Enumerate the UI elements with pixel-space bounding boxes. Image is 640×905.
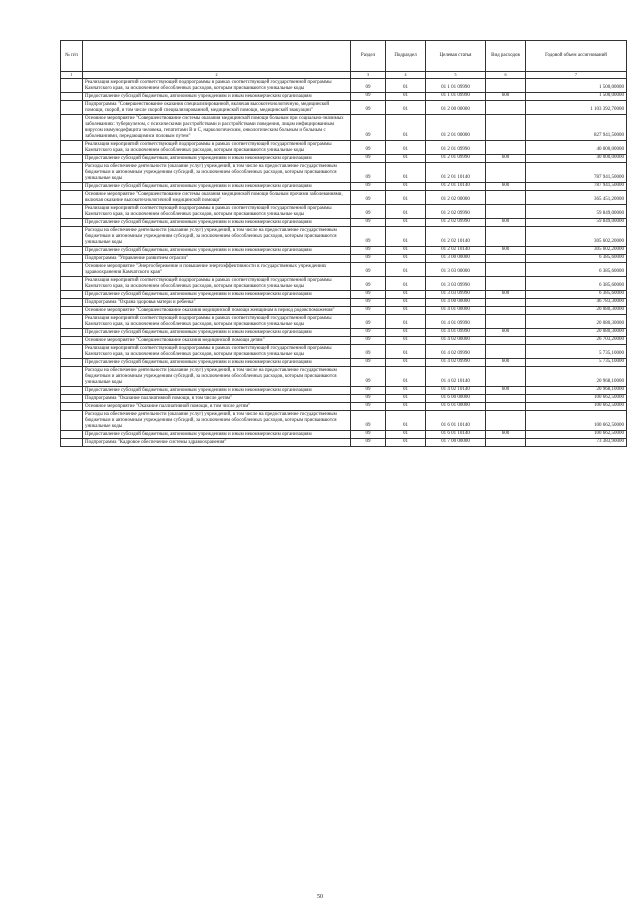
expense-type-cell — [486, 101, 526, 115]
amount-cell: 6 385,60000 — [526, 277, 627, 291]
razdel-cell: 09 — [351, 395, 386, 403]
row-number-cell — [61, 141, 83, 155]
amount-cell: 20 968,10000 — [526, 387, 627, 395]
row-number-cell — [61, 403, 83, 411]
razdel-cell: 09 — [351, 345, 386, 359]
razdel-cell: 09 — [351, 163, 386, 183]
row-number-cell — [61, 183, 83, 191]
row-number-cell — [61, 307, 83, 315]
razdel-cell: 09 — [351, 307, 386, 315]
table-row — [61, 163, 627, 183]
target-article-cell: 01 7 00 00000 — [426, 439, 486, 447]
row-number-cell — [61, 299, 83, 307]
razdel-cell: 09 — [351, 403, 386, 411]
amount-cell: 73 383,90000 — [526, 439, 627, 447]
expense-type-cell — [486, 315, 526, 329]
column-number: 7 — [526, 72, 627, 79]
row-name-cell: Предоставление субсидий бюджетным, автономным учреждениям и иным некоммерческим организациям — [83, 247, 351, 255]
row-name-cell: Предоставление субсидий бюджетным, автономным учреждениям и иным некоммерческим организациям — [83, 387, 351, 395]
expense-type-cell: 600 — [486, 329, 526, 337]
podrazdel-cell: 01 — [386, 411, 426, 431]
table-row — [61, 227, 627, 247]
expense-type-cell — [486, 255, 526, 263]
podrazdel-cell: 01 — [386, 367, 426, 387]
target-article-cell: 01 4 01 09990 — [426, 315, 486, 329]
row-name-cell: Расходы на обеспечение деятельности (оказание услуг) учреждений, в том числе на предоставление государственным бюджетным и автономным учреждениям субсидий, за исключением обособленных расходов, которым присваиваются уникальные коды — [83, 411, 351, 431]
table-row — [61, 183, 627, 191]
target-article-cell: 01 1 01 09990 — [426, 79, 486, 93]
expense-type-cell: 600 — [486, 359, 526, 367]
amount-cell: 1 500,00000 — [526, 79, 627, 93]
table-row — [61, 93, 627, 101]
podrazdel-cell: 01 — [386, 345, 426, 359]
table-row — [61, 277, 627, 291]
podrazdel-cell: 01 — [386, 395, 426, 403]
amount-cell: 1 103 392,70000 — [526, 101, 627, 115]
table-row — [61, 395, 627, 403]
razdel-cell: 09 — [351, 155, 386, 163]
row-name-cell: Подпрограмма "Кадровое обеспечение системы здравоохранения" — [83, 439, 351, 447]
expense-type-cell — [486, 299, 526, 307]
row-name-cell: Реализация мероприятий соответствующей подпрограммы в рамках соответствующей государственной программы Камчатского края, за исключением обособленных расходов, которым присваиваются уникальные коды — [83, 205, 351, 219]
podrazdel-cell: 01 — [386, 359, 426, 367]
podrazdel-cell: 01 — [386, 263, 426, 277]
expense-type-cell — [486, 191, 526, 205]
header-razdel: Раздел — [351, 41, 386, 72]
amount-cell: 26 703,20000 — [526, 337, 627, 345]
podrazdel-cell: 01 — [386, 255, 426, 263]
table-row — [61, 403, 627, 411]
expense-type-cell: 600 — [486, 387, 526, 395]
row-number-cell — [61, 439, 83, 447]
podrazdel-cell: 01 — [386, 79, 426, 93]
table-row — [61, 263, 627, 277]
expense-type-cell — [486, 79, 526, 93]
target-article-cell: 01 6 01 10140 — [426, 411, 486, 431]
expense-type-cell — [486, 205, 526, 219]
row-number-cell — [61, 115, 83, 141]
expense-type-cell: 600 — [486, 219, 526, 227]
razdel-cell: 09 — [351, 247, 386, 255]
target-article-cell: 01 2 02 10140 — [426, 247, 486, 255]
podrazdel-cell: 01 — [386, 141, 426, 155]
header-target-article: Целевая статья — [426, 41, 486, 72]
podrazdel-cell: 01 — [386, 315, 426, 329]
podrazdel-cell: 01 — [386, 191, 426, 205]
podrazdel-cell: 01 — [386, 115, 426, 141]
podrazdel-cell: 01 — [386, 163, 426, 183]
podrazdel-cell: 01 — [386, 277, 426, 291]
column-number: 3 — [351, 72, 386, 79]
row-name-cell: Предоставление субсидий бюджетным, автономным учреждениям и иным некоммерческим организациям — [83, 329, 351, 337]
razdel-cell: 09 — [351, 255, 386, 263]
podrazdel-cell: 01 — [386, 205, 426, 219]
target-article-cell: 01 2 02 00000 — [426, 191, 486, 205]
expense-type-cell — [486, 411, 526, 431]
row-number-cell — [61, 247, 83, 255]
target-article-cell: 01 4 02 10140 — [426, 367, 486, 387]
podrazdel-cell: 01 — [386, 93, 426, 101]
table-row — [61, 439, 627, 447]
razdel-cell: 09 — [351, 431, 386, 439]
table-row — [61, 101, 627, 115]
amount-cell: 59 849,00000 — [526, 205, 627, 219]
target-article-cell: 01 3 00 00000 — [426, 255, 486, 263]
razdel-cell: 09 — [351, 79, 386, 93]
row-number-cell — [61, 101, 83, 115]
row-name-cell: Предоставление субсидий бюджетным, автономным учреждениям и иным некоммерческим организациям — [83, 93, 351, 101]
razdel-cell: 09 — [351, 329, 386, 337]
razdel-cell: 09 — [351, 315, 386, 329]
table-row — [61, 329, 627, 337]
row-number-cell — [61, 277, 83, 291]
amount-cell: 40 000,00000 — [526, 141, 627, 155]
row-name-cell: Подпрограмма "Оказание паллиативной помощи, в том числе детям" — [83, 395, 351, 403]
header-podrazdel: Подраздел — [386, 41, 426, 72]
column-number-row — [61, 72, 627, 79]
column-number: 4 — [386, 72, 426, 79]
podrazdel-cell: 01 — [386, 291, 426, 299]
row-name-cell: Расходы на обеспечение деятельности (оказание услуг) учреждений, в том числе на предоставление государственным бюджетным и автономным учреждениям субсидий, за исключением обособленных расходов, которым присваиваются уникальные коды — [83, 163, 351, 183]
budget-table — [60, 40, 627, 447]
expense-type-cell — [486, 115, 526, 141]
amount-cell: 787 941,50000 — [526, 163, 627, 183]
row-number-cell — [61, 79, 83, 93]
row-number-cell — [61, 155, 83, 163]
expense-type-cell: 600 — [486, 291, 526, 299]
row-name-cell: Основное мероприятие "Энергосбережение и повышение энергоэффективности в государственных учреждениях здравоохранения Камчатского края" — [83, 263, 351, 277]
razdel-cell: 09 — [351, 227, 386, 247]
row-name-cell: Предоставление субсидий бюджетным, автономным учреждениям и иным некоммерческим организациям — [83, 291, 351, 299]
podrazdel-cell: 01 — [386, 329, 426, 337]
table-row — [61, 247, 627, 255]
row-number-cell — [61, 219, 83, 227]
header-expense-type: Вид расходов — [486, 41, 526, 72]
amount-cell: 46 783,30000 — [526, 299, 627, 307]
expense-type-cell — [486, 163, 526, 183]
podrazdel-cell: 01 — [386, 403, 426, 411]
table-row — [61, 359, 627, 367]
amount-cell: 40 000,00000 — [526, 155, 627, 163]
target-article-cell: 01 6 01 10140 — [426, 431, 486, 439]
target-article-cell: 01 3 03 09990 — [426, 277, 486, 291]
expense-type-cell — [486, 337, 526, 345]
amount-cell: 100 662,50000 — [526, 431, 627, 439]
razdel-cell: 09 — [351, 141, 386, 155]
row-number-cell — [61, 227, 83, 247]
amount-cell: 20 080,30000 — [526, 315, 627, 329]
podrazdel-cell: 01 — [386, 155, 426, 163]
column-number: 6 — [486, 72, 526, 79]
target-article-cell: 01 2 02 09990 — [426, 205, 486, 219]
row-number-cell — [61, 431, 83, 439]
row-name-cell: Основное мероприятие "Совершенствование оказания медицинской помощи женщинам в период родовспоможения" — [83, 307, 351, 315]
razdel-cell: 09 — [351, 205, 386, 219]
table-row — [61, 255, 627, 263]
row-number-cell — [61, 345, 83, 359]
table-row — [61, 307, 627, 315]
row-number-cell — [61, 411, 83, 431]
row-name-cell: Реализация мероприятий соответствующей подпрограммы в рамках соответствующей государственной программы Камчатского края, за исключением обособленных расходов, которым присваиваются уникальные коды — [83, 141, 351, 155]
razdel-cell: 09 — [351, 263, 386, 277]
expense-type-cell — [486, 345, 526, 359]
razdel-cell: 09 — [351, 101, 386, 115]
row-name-cell: Подпрограмма "Управление развитием отрасли" — [83, 255, 351, 263]
amount-cell: 20 968,10000 — [526, 367, 627, 387]
budget-table-sheet — [60, 40, 626, 447]
page-number: 50 — [317, 894, 323, 900]
row-number-cell — [61, 191, 83, 205]
table-row — [61, 79, 627, 93]
row-number-cell — [61, 291, 83, 299]
amount-cell: 59 849,00000 — [526, 219, 627, 227]
table-body — [61, 79, 627, 447]
target-article-cell: 01 2 01 00000 — [426, 115, 486, 141]
row-number-cell — [61, 315, 83, 329]
table-row — [61, 155, 627, 163]
amount-cell: 6 385,60000 — [526, 263, 627, 277]
target-article-cell: 01 2 02 10140 — [426, 227, 486, 247]
amount-cell: 365 451,20000 — [526, 191, 627, 205]
razdel-cell: 09 — [351, 387, 386, 395]
header-name — [83, 41, 351, 72]
table-row — [61, 315, 627, 329]
podrazdel-cell: 01 — [386, 247, 426, 255]
razdel-cell: 09 — [351, 299, 386, 307]
razdel-cell: 09 — [351, 411, 386, 431]
column-number: 5 — [426, 72, 486, 79]
expense-type-cell: 600 — [486, 247, 526, 255]
row-name-cell: Основное мероприятие "Совершенствование системы оказания медицинской помощи больным при социально-значимых заболеваниях: туберкулезом, с психическими расстройствами и расстройствами поведения, лицам инфицированным вирусом иммунодефицита человека, гепатитами В и С, наркологическим, онкологическим больным и больным с заболеваниями, передающимися половым путем" — [83, 115, 351, 141]
amount-cell: 1 500,00000 — [526, 93, 627, 101]
row-number-cell — [61, 93, 83, 101]
target-article-cell: 01 4 01 00000 — [426, 307, 486, 315]
expense-type-cell — [486, 263, 526, 277]
amount-cell: 5 735,10000 — [526, 359, 627, 367]
razdel-cell: 09 — [351, 191, 386, 205]
expense-type-cell: 600 — [486, 155, 526, 163]
amount-cell: 6 385,60000 — [526, 291, 627, 299]
row-name-cell: Подпрограмма "Охрана здоровья матери и ребенка" — [83, 299, 351, 307]
target-article-cell: 01 4 02 00000 — [426, 337, 486, 345]
amount-cell: 100 662,50000 — [526, 411, 627, 431]
target-article-cell: 01 3 03 09990 — [426, 291, 486, 299]
target-article-cell: 01 2 01 09990 — [426, 141, 486, 155]
target-article-cell: 01 2 01 10140 — [426, 183, 486, 191]
row-number-cell — [61, 337, 83, 345]
razdel-cell: 09 — [351, 115, 386, 141]
row-number-cell — [61, 205, 83, 219]
target-article-cell: 01 3 03 00000 — [426, 263, 486, 277]
table-row — [61, 367, 627, 387]
podrazdel-cell: 01 — [386, 101, 426, 115]
row-name-cell: Предоставление субсидий бюджетным, автономным учреждениям и иным некоммерческим организациям — [83, 431, 351, 439]
row-name-cell: Расходы на обеспечение деятельности (оказание услуг) учреждений, в том числе на предоставление государственным бюджетным и автономным учреждениям субсидий, за исключением обособленных расходов, которым присваиваются уникальные коды — [83, 227, 351, 247]
razdel-cell: 09 — [351, 337, 386, 345]
podrazdel-cell: 01 — [386, 387, 426, 395]
razdel-cell: 09 — [351, 183, 386, 191]
razdel-cell: 09 — [351, 219, 386, 227]
podrazdel-cell: 01 — [386, 431, 426, 439]
razdel-cell: 09 — [351, 277, 386, 291]
amount-cell: 5 735,10000 — [526, 345, 627, 359]
amount-cell: 6 385,60000 — [526, 255, 627, 263]
amount-cell: 20 080,30000 — [526, 307, 627, 315]
table-row — [61, 219, 627, 227]
target-article-cell: 01 6 00 00000 — [426, 395, 486, 403]
expense-type-cell: 600 — [486, 183, 526, 191]
target-article-cell: 01 4 01 09990 — [426, 329, 486, 337]
target-article-cell: 01 2 01 09990 — [426, 155, 486, 163]
podrazdel-cell: 01 — [386, 337, 426, 345]
table-row — [61, 431, 627, 439]
expense-type-cell — [486, 439, 526, 447]
podrazdel-cell: 01 — [386, 307, 426, 315]
target-article-cell: 01 2 00 00000 — [426, 101, 486, 115]
table-row — [61, 387, 627, 395]
row-name-cell: Предоставление субсидий бюджетным, автономным учреждениям и иным некоммерческим организациям — [83, 155, 351, 163]
expense-type-cell: 600 — [486, 431, 526, 439]
expense-type-cell — [486, 227, 526, 247]
row-name-cell: Предоставление субсидий бюджетным, автономным учреждениям и иным некоммерческим организациям — [83, 359, 351, 367]
expense-type-cell — [486, 307, 526, 315]
target-article-cell: 01 6 01 00000 — [426, 403, 486, 411]
target-article-cell: 01 2 01 10140 — [426, 163, 486, 183]
razdel-cell: 09 — [351, 291, 386, 299]
podrazdel-cell: 01 — [386, 219, 426, 227]
podrazdel-cell: 01 — [386, 299, 426, 307]
row-name-cell: Основное мероприятие "Совершенствование оказания медицинской помощи детям" — [83, 337, 351, 345]
amount-cell: 100 662,50000 — [526, 395, 627, 403]
table-row — [61, 141, 627, 155]
table-row — [61, 205, 627, 219]
table-row — [61, 299, 627, 307]
razdel-cell: 09 — [351, 439, 386, 447]
table-row — [61, 115, 627, 141]
amount-cell: 305 602,20000 — [526, 247, 627, 255]
row-name-cell: Предоставление субсидий бюджетным, автономным учреждениям и иным некоммерческим организациям — [83, 219, 351, 227]
expense-type-cell — [486, 403, 526, 411]
amount-cell: 100 662,50000 — [526, 403, 627, 411]
amount-cell: 827 941,50000 — [526, 115, 627, 141]
target-article-cell: 01 4 02 10140 — [426, 387, 486, 395]
expense-type-cell — [486, 367, 526, 387]
row-number-cell — [61, 255, 83, 263]
row-name-cell: Реализация мероприятий соответствующей подпрограммы в рамках соответствующей государственной программы Камчатского края, за исключением обособленных расходов, которым присваиваются уникальные коды — [83, 345, 351, 359]
row-name-cell: Реализация мероприятий соответствующей подпрограммы в рамках соответствующей государственной программы Камчатского края, за исключением обособленных расходов, которым присваиваются уникальные коды — [83, 277, 351, 291]
row-name-cell: Расходы на обеспечение деятельности (оказание услуг) учреждений, в том числе на предоставление государственным бюджетным и автономным учреждениям субсидий, за исключением обособленных расходов, которым присваиваются уникальные коды — [83, 367, 351, 387]
row-number-cell — [61, 329, 83, 337]
row-number-cell — [61, 163, 83, 183]
column-number: 2 — [83, 72, 351, 79]
target-article-cell: 01 2 02 09990 — [426, 219, 486, 227]
target-article-cell: 01 4 02 09990 — [426, 345, 486, 359]
column-number: 1 — [61, 72, 83, 79]
expense-type-cell — [486, 395, 526, 403]
podrazdel-cell: 01 — [386, 439, 426, 447]
table-row — [61, 337, 627, 345]
table-row — [61, 411, 627, 431]
row-number-cell — [61, 367, 83, 387]
target-article-cell: 01 4 02 09990 — [426, 359, 486, 367]
amount-cell: 305 602,20000 — [526, 227, 627, 247]
row-number-cell — [61, 359, 83, 367]
table-header-row — [61, 41, 627, 72]
table-row — [61, 345, 627, 359]
header-annual-amount: Годовой объем ассигнований — [526, 41, 627, 72]
expense-type-cell — [486, 141, 526, 155]
target-article-cell: 01 1 01 09990 — [426, 93, 486, 101]
row-name-cell: Реализация мероприятий соответствующей подпрограммы в рамках соответствующей государственной программы Камчатского края, за исключением обособленных расходов, которым присваиваются уникальные коды — [83, 315, 351, 329]
row-name-cell: Основное мероприятие "Оказание паллиативной помощи, в том числе детям" — [83, 403, 351, 411]
row-number-cell — [61, 263, 83, 277]
header-num: № п/п — [61, 41, 83, 72]
podrazdel-cell: 01 — [386, 227, 426, 247]
row-name-cell: Реализация мероприятий соответствующей подпрограммы в рамках соответствующей государственной программы Камчатского края, за исключением обособленных расходов, которым присваиваются уникальные коды — [83, 79, 351, 93]
table-row — [61, 191, 627, 205]
podrazdel-cell: 01 — [386, 183, 426, 191]
razdel-cell: 09 — [351, 359, 386, 367]
table-row — [61, 291, 627, 299]
row-name-cell: Подпрограмма "Совершенствование оказания специализированной, включая высокотехнологичную, медицинской помощи, скорой, в том числе скорой специализированной, медицинской помощи, медицинской эвакуации" — [83, 101, 351, 115]
target-article-cell: 01 4 00 00000 — [426, 299, 486, 307]
amount-cell: 20 080,30000 — [526, 329, 627, 337]
row-name-cell: Предоставление субсидий бюджетным, автономным учреждениям и иным некоммерческим организациям — [83, 183, 351, 191]
amount-cell: 787 941,50000 — [526, 183, 627, 191]
razdel-cell: 09 — [351, 93, 386, 101]
row-name-cell: Основное мероприятие "Совершенствование системы оказания медицинской помощи больным прочими заболеваниями, включая оказание высокотехнологичной медицинской помощи" — [83, 191, 351, 205]
expense-type-cell — [486, 277, 526, 291]
row-number-cell — [61, 395, 83, 403]
expense-type-cell: 600 — [486, 93, 526, 101]
razdel-cell: 09 — [351, 367, 386, 387]
row-number-cell — [61, 387, 83, 395]
